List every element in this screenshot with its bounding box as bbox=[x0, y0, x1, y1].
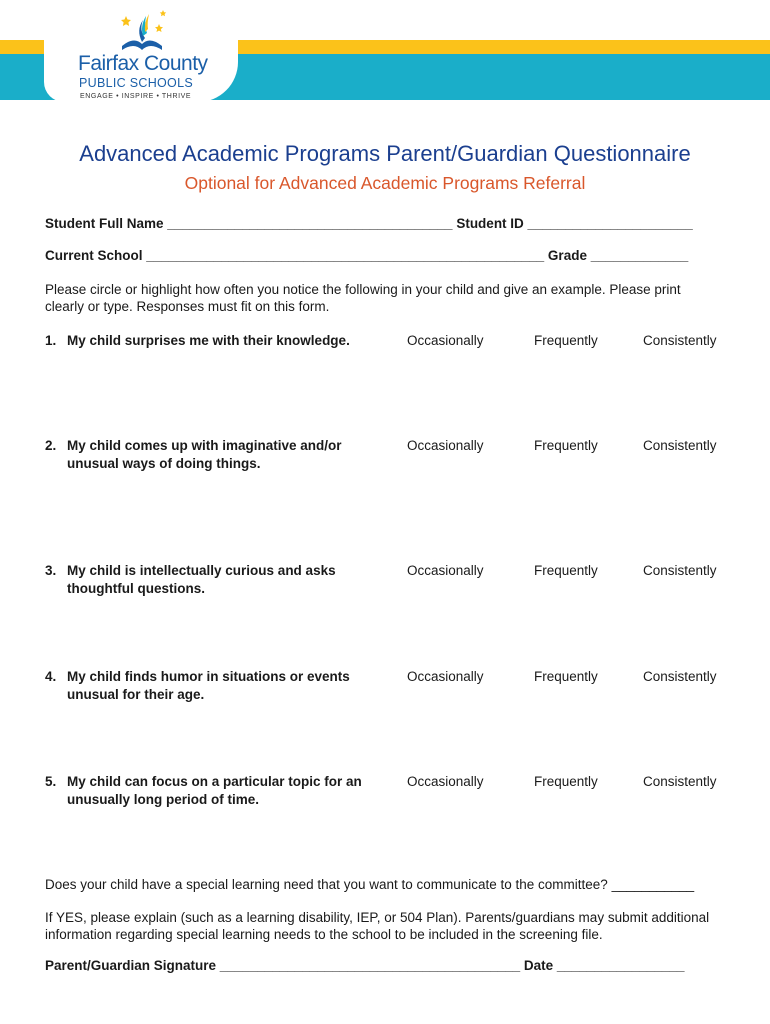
question-text: My child comes up with imaginative and/or unusual ways of doing things. bbox=[67, 438, 342, 471]
question-text: My child is intellectually curious and asks thoughtful questions. bbox=[67, 563, 336, 596]
q2-option-frequently[interactable]: Frequently bbox=[534, 438, 598, 453]
question-text: My child surprises me with their knowledge. bbox=[67, 333, 350, 348]
question-number: 3. bbox=[45, 563, 57, 578]
instructions: Please circle or highlight how often you notice the following in your child and give an example. Please print clearly or type. Responses must fit on this form. bbox=[45, 282, 681, 314]
question-number: 4. bbox=[45, 669, 57, 684]
logo-name: Fairfax County bbox=[78, 52, 208, 75]
question-5 bbox=[45, 773, 375, 809]
q2-option-occasionally[interactable]: Occasionally bbox=[407, 438, 484, 453]
q4-option-frequently[interactable]: Frequently bbox=[534, 669, 598, 684]
q4-option-consistently[interactable]: Consistently bbox=[643, 669, 717, 684]
student-name-id-field[interactable]: Student Full Name ______________________________________ Student ID ______________________ bbox=[45, 216, 693, 231]
form-title: Advanced Academic Programs Parent/Guardian Questionnaire bbox=[79, 141, 691, 166]
logo-tagline: ENGAGE • INSPIRE • THRIVE bbox=[80, 93, 192, 100]
q1-option-consistently[interactable]: Consistently bbox=[643, 333, 717, 348]
question-number: 1. bbox=[45, 333, 57, 348]
question-text: My child finds humor in situations or events unusual for their age. bbox=[67, 669, 350, 702]
question-1 bbox=[45, 332, 375, 350]
school-logo-icon bbox=[112, 6, 172, 54]
q3-option-consistently[interactable]: Consistently bbox=[643, 563, 717, 578]
q5-option-occasionally[interactable]: Occasionally bbox=[407, 774, 484, 789]
q3-option-occasionally[interactable]: Occasionally bbox=[407, 563, 484, 578]
signature-date-field[interactable]: Parent/Guardian Signature ________________________________________ Date _________________ bbox=[45, 958, 685, 973]
question-2 bbox=[45, 437, 375, 473]
q5-option-consistently[interactable]: Consistently bbox=[643, 774, 717, 789]
q4-option-occasionally[interactable]: Occasionally bbox=[407, 669, 484, 684]
school-grade-field[interactable]: Current School _____________________________________________________ Grade _____________ bbox=[45, 248, 689, 263]
special-need-question[interactable]: Does your child have a special learning need that you want to communicate to the committee? ___________ bbox=[45, 877, 695, 892]
question-3 bbox=[45, 562, 375, 598]
form-subtitle: Optional for Advanced Academic Programs Referral bbox=[184, 173, 586, 193]
q5-option-frequently[interactable]: Frequently bbox=[534, 774, 598, 789]
q1-option-occasionally[interactable]: Occasionally bbox=[407, 333, 484, 348]
question-text: My child can focus on a particular topic for an unusually long period of time. bbox=[67, 774, 362, 807]
special-need-explanation: If YES, please explain (such as a learning disability, IEP, or 504 Plan). Parents/guardians may submit additional information regarding special learning needs to the school to be included in the screening file. bbox=[45, 910, 710, 942]
q2-option-consistently[interactable]: Consistently bbox=[643, 438, 717, 453]
question-4 bbox=[45, 668, 375, 704]
question-number: 2. bbox=[45, 438, 57, 453]
q3-option-frequently[interactable]: Frequently bbox=[534, 563, 598, 578]
logo-subtitle: PUBLIC SCHOOLS bbox=[79, 76, 193, 90]
question-number: 5. bbox=[45, 774, 57, 789]
q1-option-frequently[interactable]: Frequently bbox=[534, 333, 598, 348]
